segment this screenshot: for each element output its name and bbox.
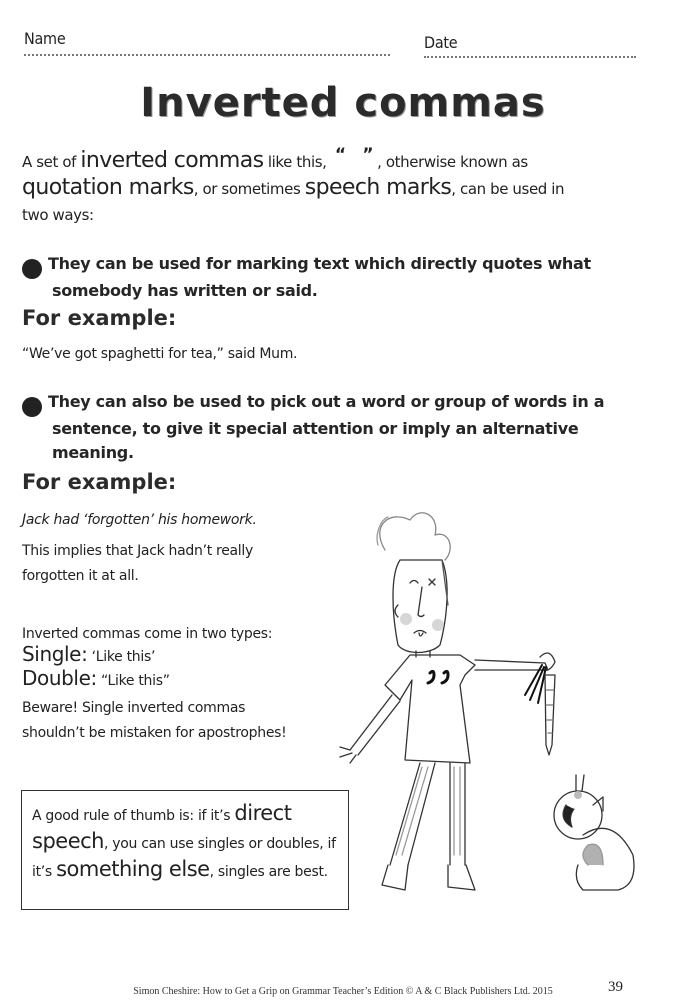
warning-line2: shouldn’t be mistaken for apostrophes! <box>22 725 287 741</box>
example-2-heading: For example: <box>22 470 177 494</box>
types-intro: Inverted commas come in two types: <box>22 626 273 642</box>
term-inverted-commas: inverted commas <box>80 148 264 173</box>
page-number: 39 <box>608 979 623 995</box>
intro-text: , otherwise known as <box>377 153 528 171</box>
single-example: ‘Like this’ <box>87 649 156 665</box>
rule-of-thumb-box <box>21 790 349 910</box>
point-1-text: They can be used for marking text which directly quotes what somebody has written or said. <box>48 254 591 300</box>
point-1 <box>2 252 612 303</box>
intro-text: , or sometimes <box>193 180 305 198</box>
double-label: Double: <box>22 666 97 690</box>
double-example: “Like this” <box>96 673 170 689</box>
term-something-else: something else <box>56 857 210 881</box>
name-label: Name <box>24 29 66 48</box>
date-label: Date <box>424 33 458 52</box>
double-type <box>22 666 170 694</box>
intro-text: like this, <box>263 153 331 171</box>
term-speech-marks: speech marks <box>304 175 452 200</box>
date-field[interactable] <box>424 56 636 58</box>
intro-text: two ways: <box>22 206 94 224</box>
example-1-text: “We’ve got spaghetti for tea,” said Mum. <box>22 346 298 362</box>
rule-text: , you can use singles or doubles, if it’s <box>32 836 336 880</box>
single-label: Single: <box>22 642 88 666</box>
number-1-badge: 1 <box>22 259 42 279</box>
copyright-footer: Simon Cheshire: How to Get a Grip on Grammar Teacher’s Edition © A & C Black Publishers Ltd. 2015 <box>133 986 553 997</box>
number-2-badge: 2 <box>22 397 42 417</box>
point-2-text: They can also be used to pick out a word or group of words in a sentence, to give it special attention or imply an alternative meaning. <box>48 392 605 462</box>
page-title: Inverted commas <box>140 80 546 126</box>
example-2-explanation-line2: forgotten it at all. <box>22 568 139 584</box>
example-1-heading: For example: <box>22 306 177 330</box>
point-2 <box>2 390 612 465</box>
example-2-text: Jack had ‘forgotten’ his homework. <box>22 512 257 528</box>
example-2-explanation-line1: This implies that Jack hadn’t really <box>22 543 253 559</box>
rule-text: A good rule of thumb is: if it’s <box>32 808 235 824</box>
term-quotation-marks: quotation marks <box>22 175 194 200</box>
intro-text: , can be used in <box>451 180 565 198</box>
rule-text: , singles are best. <box>209 864 328 880</box>
intro-text: A set of <box>22 153 81 171</box>
quote-sample-open: “ <box>334 145 346 165</box>
name-field[interactable] <box>24 54 390 56</box>
intro-paragraph <box>22 145 622 228</box>
boy-and-cat-illustration <box>330 505 670 900</box>
warning-line1: Beware! Single inverted commas <box>22 700 246 716</box>
term-direct-speech: direct speech <box>32 801 292 853</box>
quote-sample-close: ” <box>362 145 374 165</box>
